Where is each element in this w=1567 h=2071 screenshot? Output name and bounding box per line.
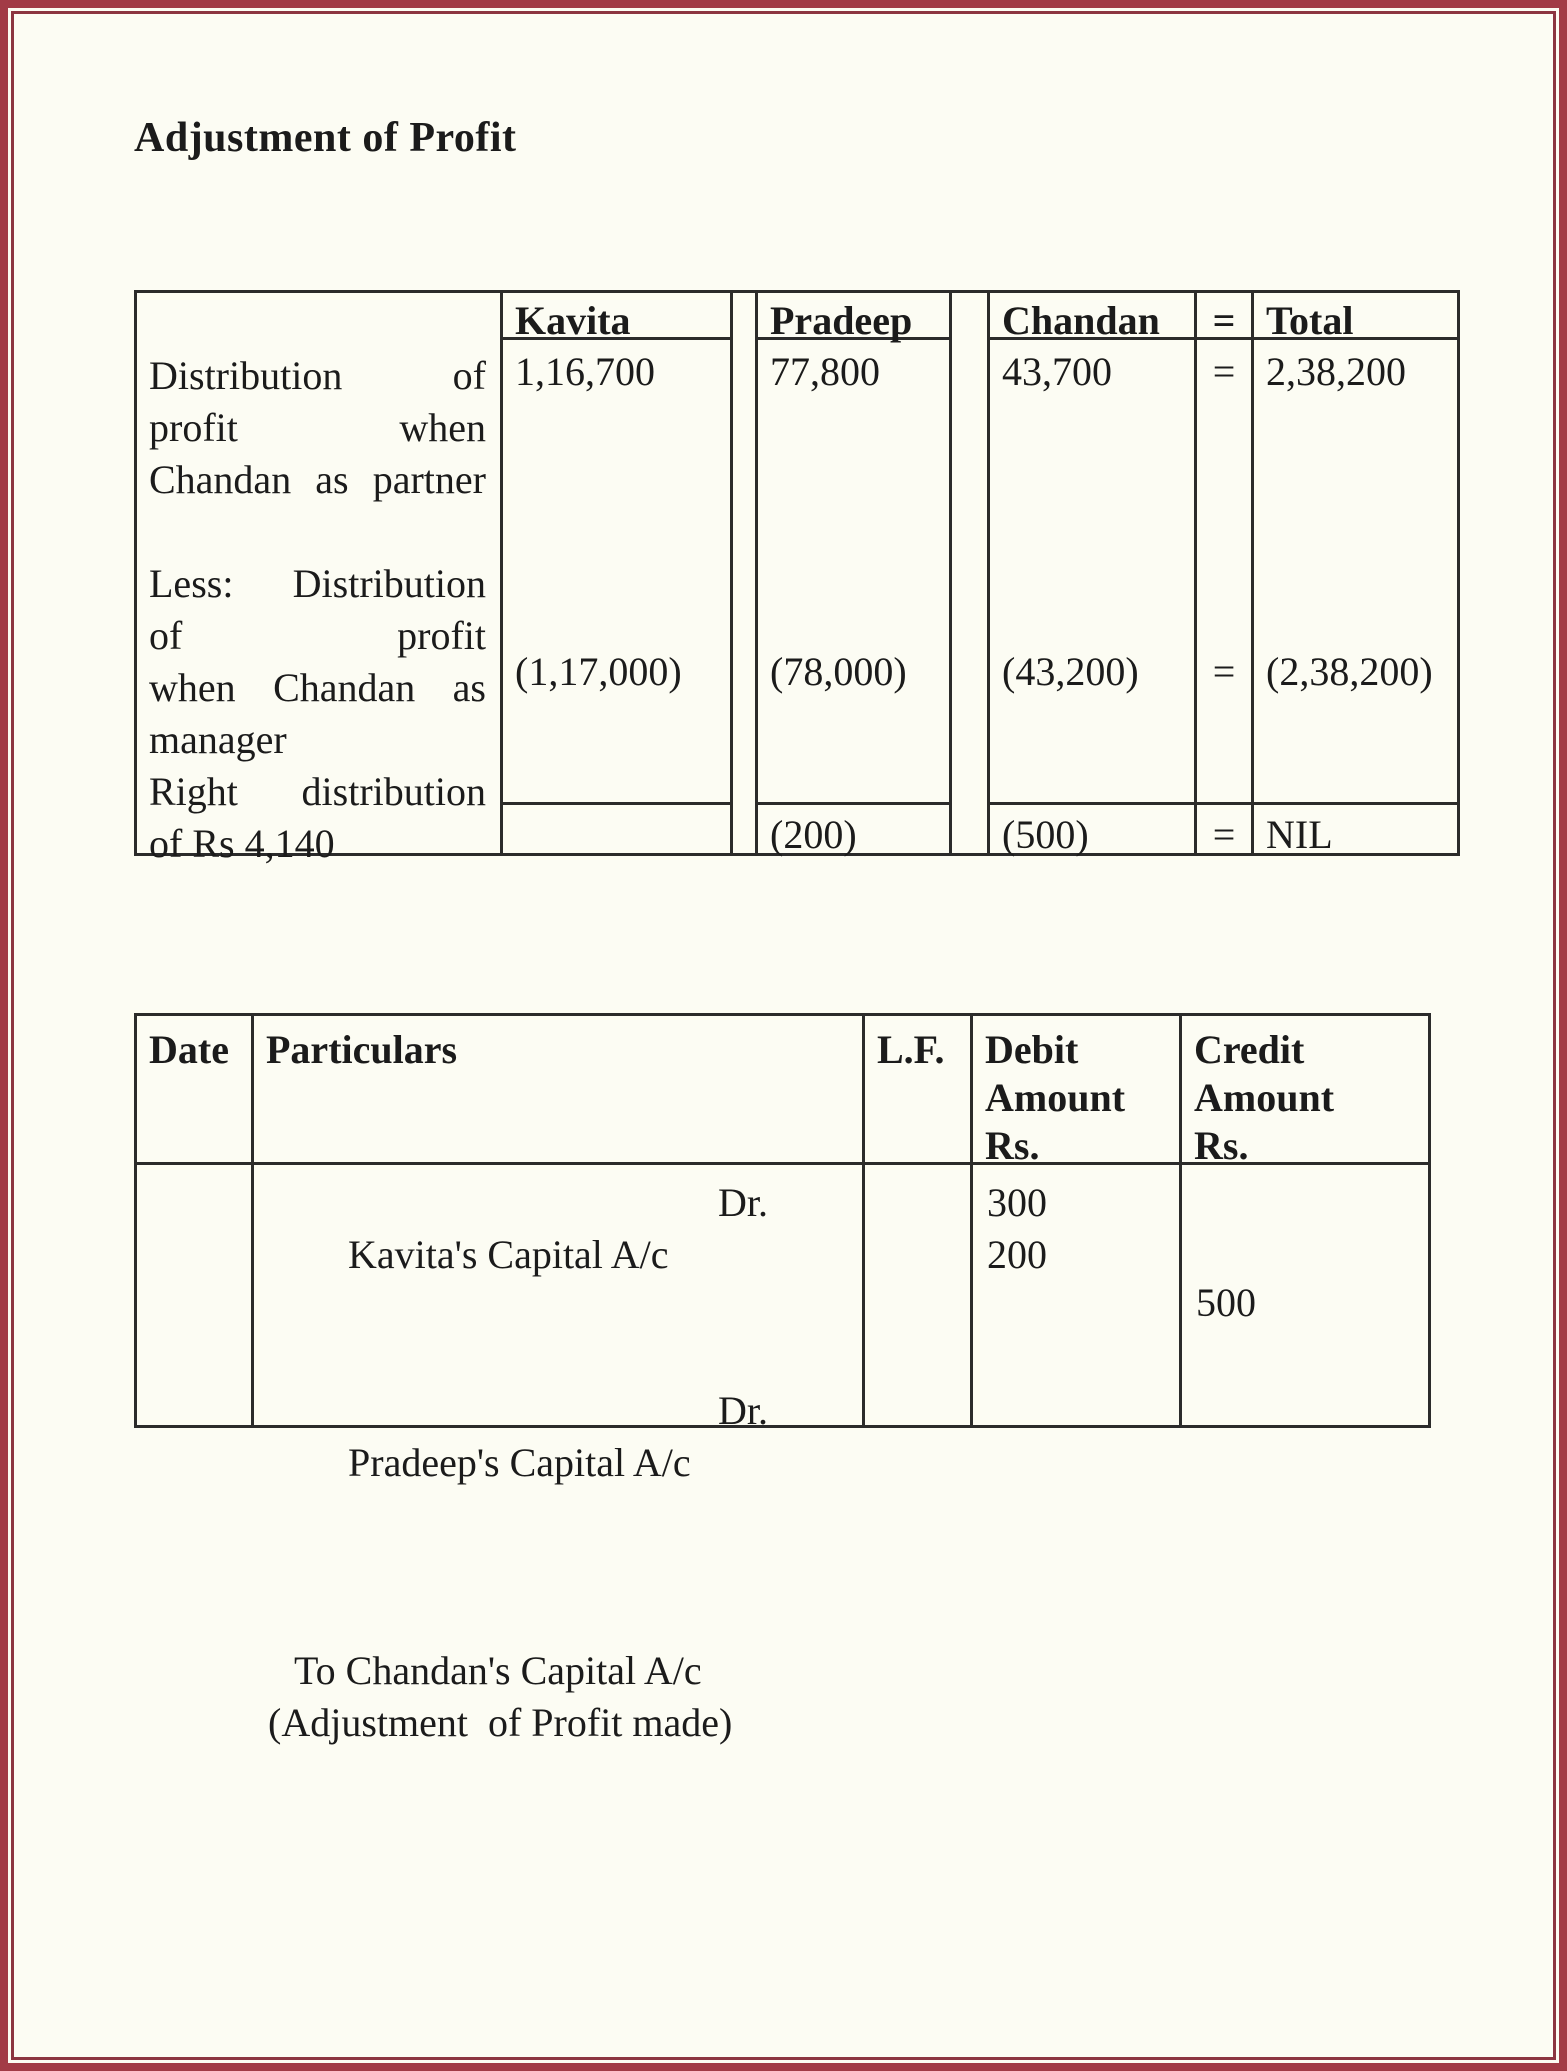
credit-header-line: Credit	[1194, 1027, 1305, 1072]
page-title: Adjustment of Profit	[134, 115, 517, 161]
kavita-manager-value: (1,17,000)	[515, 649, 682, 694]
header-cell-equals: =	[1197, 293, 1254, 340]
chandan-adjustment-cell: (500)	[990, 802, 1197, 853]
journal-entry-table	[134, 1013, 1431, 1745]
equals-sign: =	[1197, 802, 1254, 853]
spacer-cell	[733, 340, 758, 802]
header-spacer	[733, 293, 758, 340]
pradeep-manager-value: (78,000)	[770, 649, 907, 694]
description-line: Chandan as partner	[149, 457, 486, 502]
kavita-partner-value: 1,16,700	[515, 349, 655, 394]
chandan-partner-value: 43,700	[1002, 349, 1112, 394]
account-name: Kavita's Capital A/c	[348, 1232, 669, 1277]
debit-value-pradeep: 200	[987, 1232, 1047, 1277]
description-line: manager	[149, 717, 287, 762]
journal-line-pradeep-capital	[268, 1385, 862, 1593]
description-cell	[137, 293, 503, 866]
journal-narration: (Adjustment of Profit made)	[268, 1700, 733, 1745]
header-cell-date: Date	[137, 1016, 254, 1165]
profit-distribution-table	[134, 290, 1460, 866]
date-cell	[137, 1165, 254, 1425]
header-cell-particulars: Particulars	[254, 1016, 865, 1165]
total-partner-value: 2,38,200	[1266, 349, 1406, 394]
spacer-cell	[952, 340, 990, 802]
debit-header-line: Debit	[985, 1027, 1079, 1072]
header-cell-kavita: Kavita	[503, 293, 733, 340]
description-line: Less: Distribution	[149, 561, 486, 606]
debit-amount-cell	[973, 1165, 1182, 1425]
account-name: Pradeep's Capital A/c	[348, 1440, 691, 1485]
credit-value-chandan: 500	[1196, 1280, 1256, 1325]
header-cell-total: Total	[1254, 293, 1457, 340]
description-line: of profit	[149, 613, 486, 658]
credit-header-line: Rs.	[1194, 1123, 1249, 1168]
header-spacer	[952, 293, 990, 340]
header-cell-pradeep: Pradeep	[758, 293, 952, 340]
credit-header-line: Amount	[1194, 1075, 1335, 1120]
credit-amount-cell	[1182, 1165, 1428, 1425]
description-line: Distribution of	[149, 353, 486, 398]
total-manager-value: (2,38,200)	[1266, 649, 1433, 694]
description-line	[149, 506, 486, 558]
chandan-values-cell	[990, 340, 1197, 802]
lf-cell	[865, 1165, 973, 1425]
description-line: Right distribution	[149, 769, 486, 814]
total-values-cell	[1254, 340, 1457, 802]
kavita-adjustment-cell	[503, 802, 733, 853]
particulars-cell	[254, 1165, 865, 1745]
header-cell-debit-amount	[973, 1016, 1182, 1168]
journal-line-to-chandan-capital: To Chandan's Capital A/c	[294, 1648, 702, 1693]
header-cell-lf: L.F.	[865, 1016, 973, 1165]
equals-sign: =	[1212, 349, 1236, 394]
pradeep-partner-value: 77,800	[770, 349, 880, 394]
total-adjustment-cell: NIL	[1254, 802, 1457, 853]
debit-header-line: Rs.	[985, 1123, 1040, 1168]
dr-label: Dr.	[718, 1388, 768, 1433]
journal-line-kavita-capital	[268, 1177, 862, 1385]
equals-sign: =	[1212, 649, 1236, 694]
header-cell-chandan: Chandan	[990, 293, 1197, 340]
debit-header-line: Amount	[985, 1075, 1126, 1120]
kavita-values-cell	[503, 340, 733, 802]
debit-value-kavita: 300	[987, 1180, 1047, 1225]
header-cell-credit-amount	[1182, 1016, 1428, 1168]
description-line: when Chandan as	[149, 665, 486, 710]
dr-label: Dr.	[718, 1180, 768, 1225]
pradeep-values-cell	[758, 340, 952, 802]
spacer-cell	[952, 802, 990, 853]
blank-line	[268, 1593, 862, 1645]
equals-values-cell	[1197, 340, 1254, 802]
chandan-manager-value: (43,200)	[1002, 649, 1139, 694]
description-line: of Rs 4,140	[149, 821, 335, 866]
description-line: profit when	[149, 405, 486, 450]
spacer-cell	[733, 802, 758, 853]
pradeep-adjustment-cell: (200)	[758, 802, 952, 853]
